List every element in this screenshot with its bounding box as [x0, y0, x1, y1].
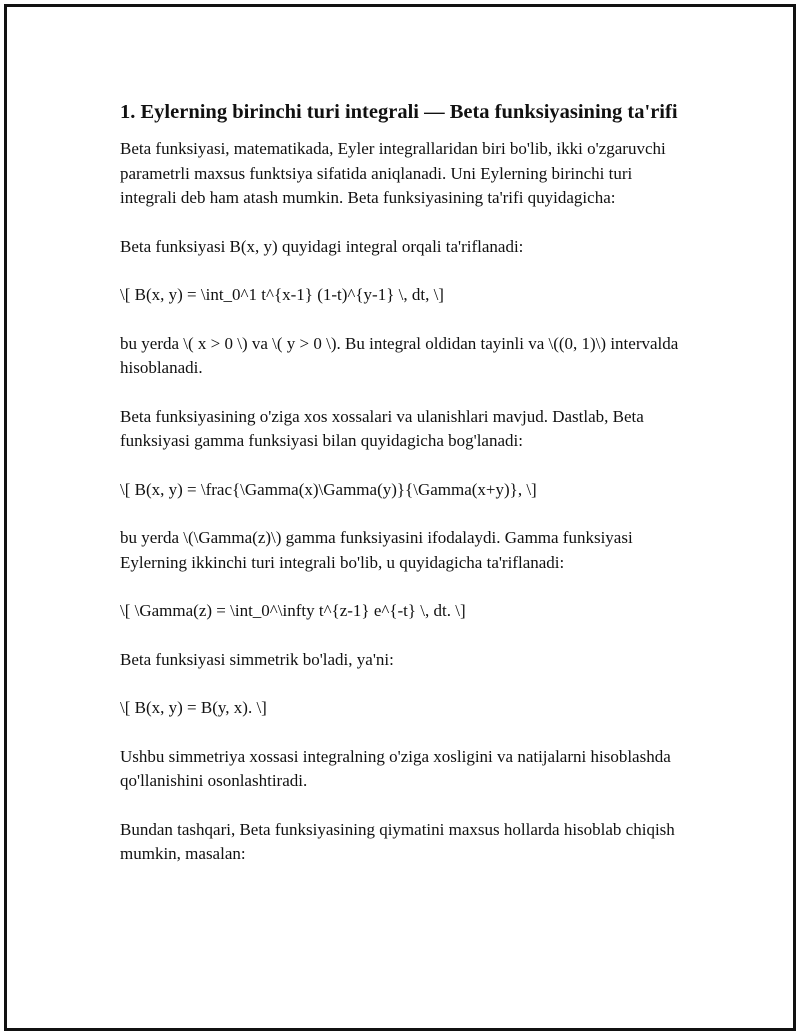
- paragraph-symmetry: Beta funksiyasi simmetrik bo'ladi, ya'ni:: [120, 649, 394, 669]
- paragraph-definition: Beta funksiyasi B(x, y) quyidagi integral orqali ta'riflanadi:: [120, 236, 524, 256]
- paragraph-symmetry-use: Ushbu simmetriya xossasi integralning o'ziga xosligini va natijalarni hisoblashda qo'llanishini osonlashtiradi.: [120, 746, 671, 790]
- paragraph-properties: Beta funksiyasining o'ziga xos xossalari va ulanishlari mavjud. Dastlab, Beta funksiyasi gamma funksiyasi bilan quyidagicha bog'lanadi:: [120, 406, 644, 450]
- paragraph-special-cases: Bundan tashqari, Beta funksiyasining qiymatini maxsus hollarda hisoblab chiqish mumkin, masalan:: [120, 819, 675, 863]
- paragraph-gamma-intro: bu yerda \(\Gamma(z)\) gamma funksiyasini ifodalaydi. Gamma funksiyasi Eylerning ikkinchi turi integrali bo'lib, u quyidagicha ta'riflanadi:: [120, 528, 633, 572]
- paragraph-conditions: bu yerda \( x > 0 \) va \( y > 0 \). Bu integral oldidan tayinli va \((0, 1)\) intervalda hisoblanadi.: [120, 333, 679, 377]
- document-body: [120, 99, 680, 891]
- section-title: 1. Eylerning birinchi turi integrali — Beta funksiyasining ta'rifi: [120, 101, 678, 123]
- paragraph-intro: Beta funksiyasi, matematikada, Eyler integrallaridan biri bo'lib, ikki o'zgaruvchi parametrli maxsus funktsiya sifatida aniqlanadi. Uni Eylerning birinchi turi integrali deb ham atash mumkin. Beta funksiyasining ta'rifi quyidagicha:: [120, 139, 666, 207]
- formula-gamma-integral: \[ \Gamma(z) = \int_0^\infty t^{z-1} e^{-t} \, dt. \]: [120, 601, 466, 620]
- formula-symmetry: \[ B(x, y) = B(y, x). \]: [120, 698, 267, 717]
- formula-beta-gamma: \[ B(x, y) = \frac{\Gamma(x)\Gamma(y)}{\Gamma(x+y)}, \]: [120, 479, 537, 499]
- page-frame: [4, 4, 796, 1031]
- formula-beta-integral: \[ B(x, y) = \int_0^1 t^{x-1} (1-t)^{y-1} \, dt, \]: [120, 285, 444, 304]
